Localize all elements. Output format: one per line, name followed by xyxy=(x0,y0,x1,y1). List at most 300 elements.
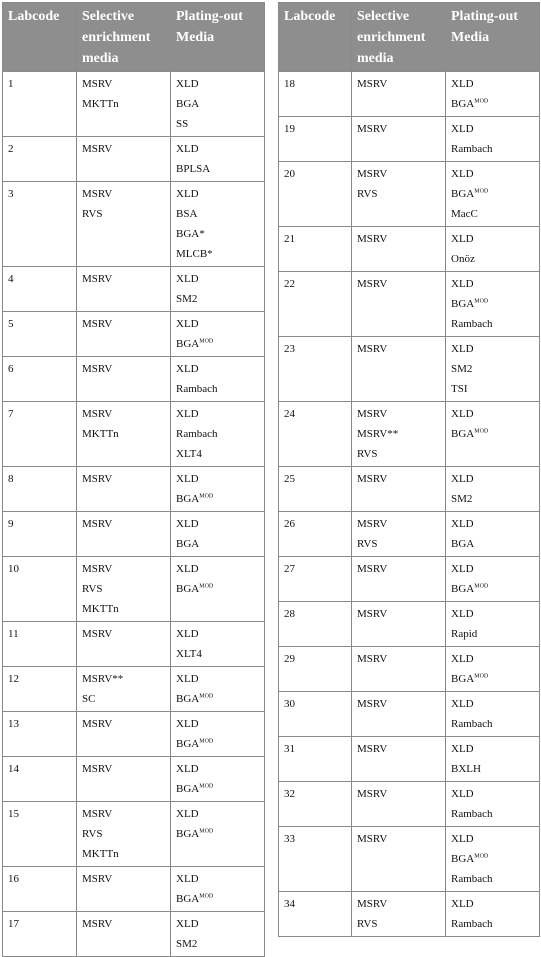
header-row xyxy=(3,3,265,72)
plating-medium-superscript: MOD xyxy=(199,338,214,345)
plating-cell xyxy=(446,402,540,467)
labcode-cell: 30 xyxy=(279,692,352,737)
plating-medium xyxy=(451,784,534,804)
enrichment-medium: MSRV xyxy=(357,833,388,845)
plating-medium-name: BGA xyxy=(451,583,475,595)
plating-medium-name: Rapid xyxy=(451,628,478,640)
header-selective-enrichment: Selective enrichment media xyxy=(77,3,171,72)
plating-medium xyxy=(176,579,259,599)
table-row xyxy=(3,667,265,712)
enrichment-cell xyxy=(77,467,171,512)
plating-cell xyxy=(446,337,540,402)
plating-cell xyxy=(446,117,540,162)
enrichment-cell xyxy=(77,267,171,312)
enrichment-medium: MSRV xyxy=(82,78,113,90)
plating-cell xyxy=(446,227,540,272)
enrichment-medium: MSRV xyxy=(357,473,388,485)
enrichment-cell xyxy=(77,512,171,557)
enrichment-cell xyxy=(352,117,446,162)
plating-cell xyxy=(446,162,540,227)
plating-medium-name: Rambach xyxy=(176,383,218,395)
plating-medium-superscript: MOD xyxy=(474,583,489,590)
plating-medium-superscript: MOD xyxy=(474,98,489,105)
plating-medium xyxy=(451,339,534,359)
labcode-cell: 31 xyxy=(279,737,352,782)
enrichment-medium: MSRV xyxy=(82,873,113,885)
plating-medium-superscript: MOD xyxy=(199,738,214,745)
enrichment-medium: MSRV xyxy=(357,518,388,530)
plating-medium xyxy=(451,669,534,689)
labcode-cell: 32 xyxy=(279,782,352,827)
plating-medium xyxy=(176,334,259,354)
labcode-cell: 15 xyxy=(3,802,77,867)
plating-medium xyxy=(451,469,534,489)
enrichment-medium: MSRV xyxy=(357,653,388,665)
plating-medium-name: XLD xyxy=(451,563,474,575)
enrichment-medium: MSRV xyxy=(357,743,388,755)
plating-medium xyxy=(176,779,259,799)
plating-medium-name: XLD xyxy=(176,363,199,375)
header-plating-out: Plating-out Media xyxy=(171,3,265,72)
plating-medium-name: XLD xyxy=(176,673,199,685)
plating-medium xyxy=(176,534,259,554)
plating-medium xyxy=(176,444,259,464)
header-labcode: Labcode xyxy=(3,3,77,72)
plating-medium-name: Rambach xyxy=(451,873,493,885)
enrichment-cell xyxy=(352,467,446,512)
labcode-cell: 24 xyxy=(279,402,352,467)
plating-medium-name: TSI xyxy=(451,383,468,395)
plating-medium xyxy=(176,184,259,204)
header-selective-enrichment: Selective enrichment media xyxy=(352,3,446,72)
plating-medium xyxy=(176,889,259,909)
enrichment-cell xyxy=(352,162,446,227)
plating-medium-name: BGA xyxy=(451,538,475,550)
plating-medium-superscript: MOD xyxy=(199,493,214,500)
table-row xyxy=(3,312,265,357)
labcode-cell: 4 xyxy=(3,267,77,312)
plating-medium xyxy=(451,534,534,554)
enrichment-medium: MSRV xyxy=(82,143,113,155)
labcode-cell: 2 xyxy=(3,137,77,182)
enrichment-medium: MSRV xyxy=(82,318,113,330)
plating-cell xyxy=(171,712,265,757)
plating-medium-name: Rambach xyxy=(451,318,493,330)
plating-medium xyxy=(451,229,534,249)
plating-medium xyxy=(451,869,534,889)
enrichment-medium: RVS xyxy=(82,828,103,840)
plating-medium xyxy=(451,694,534,714)
plating-cell xyxy=(171,867,265,912)
plating-medium-name: SM2 xyxy=(451,363,473,375)
plating-medium xyxy=(451,379,534,399)
plating-medium-name: BGA xyxy=(176,98,200,110)
labcode-cell: 5 xyxy=(3,312,77,357)
plating-medium xyxy=(451,489,534,509)
table-row xyxy=(279,827,540,892)
enrichment-medium: MSRV xyxy=(82,563,113,575)
plating-medium-name: XLD xyxy=(451,698,474,710)
plating-medium xyxy=(451,604,534,624)
plating-medium-name: XLD xyxy=(176,78,199,90)
plating-medium xyxy=(451,164,534,184)
plating-medium xyxy=(176,669,259,689)
table-row xyxy=(279,72,540,117)
plating-cell xyxy=(446,467,540,512)
plating-medium-name: XLD xyxy=(451,278,474,290)
plating-medium xyxy=(176,224,259,244)
plating-medium xyxy=(451,94,534,114)
enrichment-cell xyxy=(352,337,446,402)
enrichment-cell xyxy=(352,737,446,782)
plating-medium-name: XLD xyxy=(176,763,199,775)
plating-medium-name: BGA xyxy=(451,188,475,200)
plating-medium-superscript: MOD xyxy=(474,188,489,195)
plating-medium-name: BPLSA xyxy=(176,163,211,175)
plating-medium-name: XLD xyxy=(451,833,474,845)
plating-medium-name: Onöz xyxy=(451,253,475,265)
plating-medium xyxy=(451,404,534,424)
labcode-cell: 8 xyxy=(3,467,77,512)
table-row xyxy=(279,162,540,227)
plating-medium-name: XLT4 xyxy=(176,448,202,460)
plating-medium-superscript: MOD xyxy=(199,828,214,835)
plating-medium xyxy=(176,244,259,264)
labcode-cell: 27 xyxy=(279,557,352,602)
enrichment-cell xyxy=(352,892,446,937)
plating-medium-name: Rambach xyxy=(451,918,493,930)
table-row xyxy=(279,892,540,937)
labcode-cell: 11 xyxy=(3,622,77,667)
enrichment-medium: MSRV xyxy=(82,188,113,200)
plating-medium-name: BGA xyxy=(176,738,200,750)
enrichment-cell xyxy=(352,827,446,892)
enrichment-medium: MSRV** xyxy=(82,673,124,685)
plating-cell xyxy=(446,272,540,337)
plating-cell xyxy=(171,467,265,512)
plating-medium-name: SS xyxy=(176,118,189,130)
enrichment-cell xyxy=(77,137,171,182)
enrichment-medium: RVS xyxy=(82,583,103,595)
plating-medium-name: BGA xyxy=(451,853,475,865)
plating-medium xyxy=(451,914,534,934)
plating-medium-superscript: MOD xyxy=(199,693,214,700)
plating-medium xyxy=(176,379,259,399)
plating-medium xyxy=(451,849,534,869)
enrichment-medium: MSRV xyxy=(357,898,388,910)
plating-cell xyxy=(171,137,265,182)
enrichment-cell xyxy=(77,912,171,957)
enrichment-cell xyxy=(352,647,446,692)
labcode-cell: 20 xyxy=(279,162,352,227)
labcode-cell: 13 xyxy=(3,712,77,757)
enrichment-medium: MKTTn xyxy=(82,98,119,110)
labcode-cell: 21 xyxy=(279,227,352,272)
plating-cell xyxy=(171,72,265,137)
enrichment-cell xyxy=(77,802,171,867)
enrichment-cell xyxy=(352,72,446,117)
table-row xyxy=(279,337,540,402)
enrichment-cell xyxy=(352,692,446,737)
labcode-cell: 12 xyxy=(3,667,77,712)
plating-medium xyxy=(451,579,534,599)
plating-medium-superscript: MOD xyxy=(474,853,489,860)
enrichment-cell xyxy=(77,757,171,802)
plating-medium-name: XLD xyxy=(176,143,199,155)
labcode-cell: 17 xyxy=(3,912,77,957)
plating-medium-name: XLD xyxy=(176,273,199,285)
plating-medium xyxy=(176,714,259,734)
table-row xyxy=(279,467,540,512)
plating-medium-name: SM2 xyxy=(176,938,198,950)
table-row xyxy=(3,557,265,622)
plating-medium-name: BXLH xyxy=(451,763,481,775)
plating-medium xyxy=(176,114,259,134)
table-row xyxy=(3,267,265,312)
plating-cell xyxy=(171,667,265,712)
plating-medium xyxy=(176,94,259,114)
enrichment-cell xyxy=(77,402,171,467)
enrichment-medium: MKTTn xyxy=(82,603,119,615)
plating-medium-name: Rambach xyxy=(451,808,493,820)
enrichment-cell xyxy=(77,182,171,267)
enrichment-cell xyxy=(77,72,171,137)
plating-medium xyxy=(176,289,259,309)
plating-medium xyxy=(176,424,259,444)
labcode-table-left xyxy=(2,2,265,957)
enrichment-medium: RVS xyxy=(82,208,103,220)
enrichment-medium: MSRV xyxy=(357,123,388,135)
enrichment-medium: RVS xyxy=(357,918,378,930)
table-row xyxy=(279,557,540,602)
labcode-cell: 22 xyxy=(279,272,352,337)
plating-cell xyxy=(171,357,265,402)
plating-medium xyxy=(451,759,534,779)
plating-medium-name: XLD xyxy=(451,78,474,90)
enrichment-cell xyxy=(352,782,446,827)
plating-medium xyxy=(451,714,534,734)
plating-cell xyxy=(171,802,265,867)
plating-medium-name: SM2 xyxy=(451,493,473,505)
plating-medium-name: XLD xyxy=(176,808,199,820)
labcode-cell: 18 xyxy=(279,72,352,117)
plating-medium-name: XLD xyxy=(451,233,474,245)
enrichment-medium: MSRV xyxy=(82,628,113,640)
plating-medium xyxy=(176,869,259,889)
plating-medium-name: XLD xyxy=(176,188,199,200)
table-row xyxy=(3,912,265,957)
plating-medium-name: BGA* xyxy=(176,228,205,240)
plating-medium xyxy=(176,689,259,709)
table-row xyxy=(279,512,540,557)
plating-medium-name: BGA xyxy=(176,828,200,840)
plating-cell xyxy=(171,182,265,267)
plating-medium xyxy=(176,734,259,754)
enrichment-medium: MKTTn xyxy=(82,428,119,440)
plating-medium xyxy=(451,119,534,139)
labcode-cell: 34 xyxy=(279,892,352,937)
plating-medium-name: XLD xyxy=(451,518,474,530)
plating-cell xyxy=(446,692,540,737)
plating-medium xyxy=(176,559,259,579)
enrichment-medium: MSRV xyxy=(357,788,388,800)
plating-medium-name: XLD xyxy=(176,873,199,885)
plating-medium xyxy=(451,804,534,824)
enrichment-medium: MSRV xyxy=(82,363,113,375)
labcode-cell: 33 xyxy=(279,827,352,892)
plating-medium-name: Rambach xyxy=(451,143,493,155)
plating-cell xyxy=(171,312,265,357)
table-row xyxy=(279,117,540,162)
plating-medium xyxy=(451,294,534,314)
table-row xyxy=(3,357,265,402)
plating-medium xyxy=(451,184,534,204)
plating-medium-superscript: MOD xyxy=(199,893,214,900)
labcode-cell: 16 xyxy=(3,867,77,912)
plating-medium xyxy=(451,359,534,379)
table-row xyxy=(3,182,265,267)
enrichment-cell xyxy=(352,557,446,602)
plating-cell xyxy=(446,782,540,827)
enrichment-medium: MSRV xyxy=(82,518,113,530)
enrichment-cell xyxy=(352,402,446,467)
plating-medium-name: XLD xyxy=(451,473,474,485)
enrichment-medium: MSRV xyxy=(357,408,388,420)
plating-medium xyxy=(176,469,259,489)
plating-cell xyxy=(446,647,540,692)
plating-medium-name: XLD xyxy=(176,718,199,730)
plating-medium xyxy=(176,404,259,424)
plating-medium xyxy=(451,274,534,294)
enrichment-medium: MSRV xyxy=(357,278,388,290)
plating-medium-name: BGA xyxy=(176,783,200,795)
plating-cell xyxy=(171,912,265,957)
enrichment-medium: MSRV xyxy=(82,473,113,485)
plating-medium-superscript: MOD xyxy=(474,673,489,680)
labcode-cell: 14 xyxy=(3,757,77,802)
plating-medium-name: XLD xyxy=(451,343,474,355)
labcode-cell: 6 xyxy=(3,357,77,402)
labcode-cell: 3 xyxy=(3,182,77,267)
enrichment-cell xyxy=(77,712,171,757)
plating-medium-name: BGA xyxy=(176,493,200,505)
labcode-cell: 29 xyxy=(279,647,352,692)
enrichment-medium: MSRV xyxy=(82,808,113,820)
plating-medium-name: BGA xyxy=(176,538,200,550)
plating-medium-name: XLD xyxy=(176,563,199,575)
table-body-right xyxy=(279,72,540,937)
enrichment-medium: MSRV xyxy=(82,408,113,420)
plating-medium xyxy=(176,759,259,779)
plating-cell xyxy=(446,72,540,117)
enrichment-medium: MSRV xyxy=(82,273,113,285)
table-body-left xyxy=(3,72,265,957)
plating-medium-name: XLD xyxy=(451,608,474,620)
plating-medium xyxy=(451,514,534,534)
enrichment-cell xyxy=(352,227,446,272)
labcode-cell: 28 xyxy=(279,602,352,647)
table-row xyxy=(279,737,540,782)
header-labcode: Labcode xyxy=(279,3,352,72)
enrichment-medium: MSRV** xyxy=(357,428,399,440)
plating-medium-name: BGA xyxy=(451,673,475,685)
plating-cell xyxy=(171,402,265,467)
table-row xyxy=(279,602,540,647)
plating-medium-name: XLD xyxy=(451,168,474,180)
labcode-cell: 9 xyxy=(3,512,77,557)
enrichment-medium: MSRV xyxy=(357,698,388,710)
plating-cell xyxy=(446,512,540,557)
plating-cell xyxy=(446,892,540,937)
plating-medium-name: XLD xyxy=(451,408,474,420)
plating-medium xyxy=(451,249,534,269)
plating-medium xyxy=(176,269,259,289)
plating-medium xyxy=(176,139,259,159)
labcode-cell: 25 xyxy=(279,467,352,512)
table-row xyxy=(279,272,540,337)
enrichment-medium: MSRV xyxy=(82,918,113,930)
table-row xyxy=(3,72,265,137)
plating-medium-name: SM2 xyxy=(176,293,198,305)
labcode-cell: 1 xyxy=(3,72,77,137)
plating-medium xyxy=(451,559,534,579)
plating-medium xyxy=(451,649,534,669)
plating-medium xyxy=(451,314,534,334)
enrichment-medium: RVS xyxy=(357,188,378,200)
table-row xyxy=(279,402,540,467)
plating-medium-name: XLD xyxy=(451,898,474,910)
plating-medium-name: BGA xyxy=(451,298,475,310)
table-row xyxy=(279,647,540,692)
plating-cell xyxy=(171,757,265,802)
plating-medium xyxy=(451,424,534,444)
enrichment-medium: MKTTn xyxy=(82,848,119,860)
labcode-cell: 23 xyxy=(279,337,352,402)
table-row xyxy=(279,227,540,272)
plating-medium xyxy=(451,894,534,914)
plating-medium-name: BGA xyxy=(176,693,200,705)
labcode-cell: 10 xyxy=(3,557,77,622)
table-row xyxy=(3,512,265,557)
table-row xyxy=(3,467,265,512)
plating-medium-name: XLD xyxy=(176,628,199,640)
plating-medium-name: MLCB* xyxy=(176,248,213,260)
enrichment-cell xyxy=(77,622,171,667)
table-row xyxy=(3,402,265,467)
plating-medium xyxy=(451,74,534,94)
table-row xyxy=(279,782,540,827)
table-row xyxy=(3,802,265,867)
plating-medium-superscript: MOD xyxy=(199,783,214,790)
plating-medium-name: XLD xyxy=(176,473,199,485)
plating-cell xyxy=(171,267,265,312)
plating-cell xyxy=(446,737,540,782)
enrichment-cell xyxy=(352,602,446,647)
plating-medium xyxy=(176,314,259,334)
plating-medium xyxy=(176,644,259,664)
plating-cell xyxy=(171,557,265,622)
plating-medium xyxy=(451,204,534,224)
plating-medium-name: Rambach xyxy=(176,428,218,440)
plating-medium-superscript: MOD xyxy=(474,428,489,435)
plating-medium-name: XLT4 xyxy=(176,648,202,660)
enrichment-cell xyxy=(77,867,171,912)
plating-medium xyxy=(451,139,534,159)
plating-medium-name: XLD xyxy=(176,518,199,530)
plating-medium xyxy=(176,159,259,179)
plating-medium-name: BGA xyxy=(176,583,200,595)
enrichment-medium: MSRV xyxy=(357,343,388,355)
